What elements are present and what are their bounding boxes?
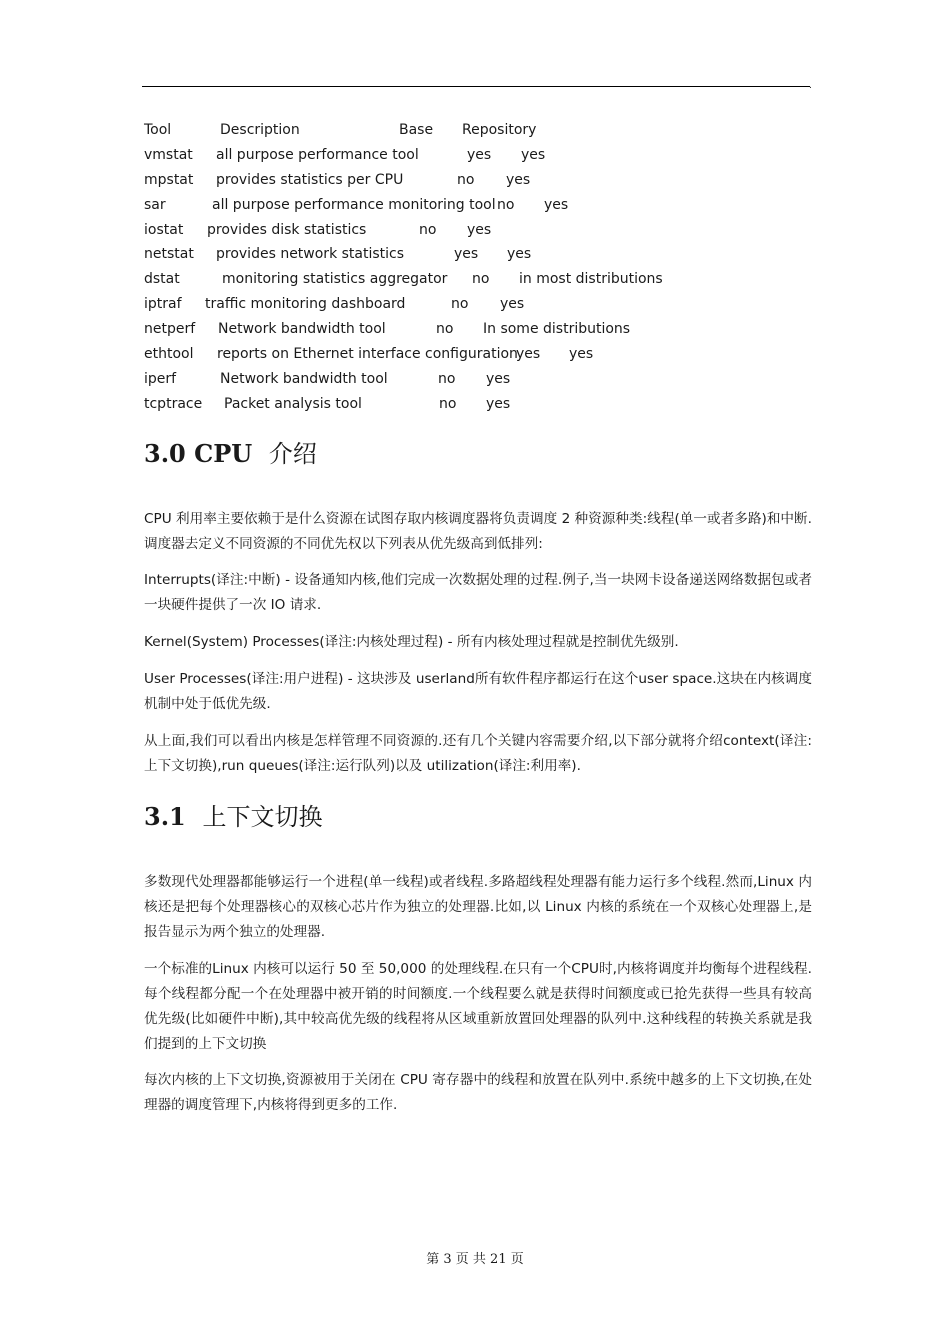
tool-base: no <box>457 171 475 188</box>
tool-description: Network bandwidth tool <box>220 370 388 387</box>
tool-description: traffic monitoring dashboard <box>205 296 406 313</box>
paragraph: 每次内核的上下文切换,资源被用于关闭在 CPU 寄存器中的线程和放置在队列中.系统中越多的上下文切换,在处理器的调度管理下,内核将得到更多的工作. <box>144 1072 812 1113</box>
tool-base: yes <box>516 346 541 363</box>
tool-repository: yes <box>544 196 569 213</box>
tool-repository: yes <box>521 146 546 163</box>
tool-base: no <box>419 221 437 238</box>
column-header: Repository <box>462 122 537 138</box>
tool-name: dstat <box>144 271 180 288</box>
column-header: Description <box>220 122 300 138</box>
tool-base: no <box>497 196 515 213</box>
tool-repository: yes <box>467 221 492 238</box>
paragraph: 从上面,我们可以看出内核是怎样管理不同资源的.还有几个关键内容需要介绍,以下部分就将介绍context(译注:上下文切换),run queues(译注:运行队列)以及 utilization(译注:利用率). <box>144 733 812 774</box>
tool-base: no <box>439 395 457 412</box>
section-title: 上下文切换 <box>202 803 323 831</box>
tool-repository: yes <box>486 370 511 387</box>
paragraph: CPU 利用率主要依赖于是什么资源在试图存取内核调度器将负责调度 2 种资源种类:线程(单一或者多路)和中断.调度器去定义不同资源的不同优先权以下列表从优先级高到低排列: <box>144 511 812 552</box>
tool-description: provides network statistics <box>216 246 405 263</box>
tool-description: all purpose performance tool <box>216 146 419 163</box>
paragraph: User Processes(译注:用户进程) - 这块涉及 userland所有软件程序都运行在这个user space.这块在内核调度机制中处于低优先级. <box>144 671 812 712</box>
tool-base: yes <box>467 146 492 163</box>
tool-repository: yes <box>507 246 532 263</box>
tool-base: yes <box>454 246 479 263</box>
tool-repository: yes <box>506 171 531 188</box>
tool-base: no <box>451 296 469 313</box>
header-rule-dot: . <box>809 81 812 91</box>
paragraph: Kernel(System) Processes(译注:内核处理过程) - 所有内核处理过程就是控制优先级别. <box>144 634 679 650</box>
section-number: 3.1 <box>144 802 186 831</box>
section-title: 介绍 <box>268 440 317 468</box>
tool-description: provides disk statistics <box>207 221 367 238</box>
tool-repository: in most distributions <box>519 271 663 288</box>
tool-base: no <box>438 370 456 387</box>
tool-name: vmstat <box>144 146 193 163</box>
tool-description: Network bandwidth tool <box>218 321 386 338</box>
tool-name: mpstat <box>144 171 194 188</box>
tool-description: all purpose performance monitoring tool <box>212 196 496 213</box>
tool-description: Packet analysis tool <box>224 395 362 412</box>
tool-name: ethtool <box>144 346 194 363</box>
column-header: Tool <box>144 122 172 138</box>
tool-name: iostat <box>144 221 184 238</box>
column-header: Base <box>399 122 434 138</box>
section-heading-cpu <box>144 439 317 469</box>
tool-base: no <box>472 271 490 288</box>
tool-repository: yes <box>486 395 511 412</box>
tool-description: monitoring statistics aggregator <box>222 271 448 288</box>
paragraph: 多数现代处理器都能够运行一个进程(单一线程)或者线程.多路超线程处理器有能力运行多个线程.然而,Linux 内核还是把每个处理器核心的双核心芯片作为独立的处理器.比如,以 Linux 内核的系统在一个双核心处理器上,是报告显示为两个独立的处理器. <box>144 874 812 940</box>
tool-repository: yes <box>500 296 525 313</box>
page-footer: 第 3 页 共 21 页 <box>426 1252 524 1267</box>
tool-description: reports on Ethernet interface configuration <box>217 346 518 363</box>
tool-name: netperf <box>144 321 196 338</box>
tool-repository: In some distributions <box>483 321 631 338</box>
tool-description: provides statistics per CPU <box>216 171 404 188</box>
tool-name: netstat <box>144 246 194 263</box>
section-heading-context-switch <box>144 802 322 832</box>
tool-name: iptraf <box>144 296 182 313</box>
section-number: 3.0 CPU <box>144 439 253 468</box>
tool-name: tcptrace <box>144 395 203 412</box>
paragraph: Interrupts(译注:中断) - 设备通知内核,他们完成一次数据处理的过程.例子,当一块网卡设备递送网络数据包或者一块硬件提供了一次 IO 请求. <box>144 572 812 613</box>
tool-name: sar <box>144 196 166 213</box>
header-rule <box>142 86 810 87</box>
tool-repository: yes <box>569 346 594 363</box>
tool-name: iperf <box>144 370 177 387</box>
paragraph: 一个标准的Linux 内核可以运行 50 至 50,000 的处理线程.在只有一个CPU时,内核将调度并均衡每个进程线程.每个线程都分配一个在处理器中被开销的时间额度.一个线程要么就是获得时间额度或已抢先获得一些具有较高优先级(比如硬件中断),其中较高优先级的线程将从区域重新放置回处理器的队列中.这种线程的转换关系就是我们提到的上下文切换 <box>144 961 812 1052</box>
tool-base: no <box>436 321 454 338</box>
